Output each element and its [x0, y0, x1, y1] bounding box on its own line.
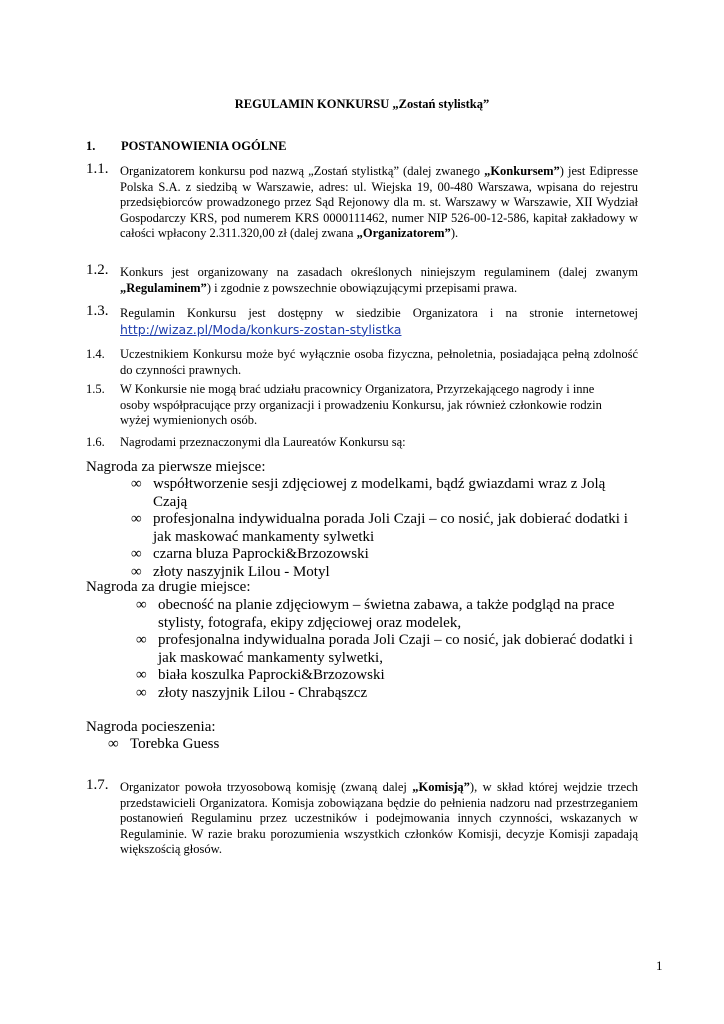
second-prize-heading: Nagroda za drugie miejsce: — [86, 579, 251, 595]
paragraph-text — [120, 265, 638, 296]
list-item-text: profesjonalna indywidualna porada Joli Czaji – co nosić, jak dobierać dodatki i jak maskować mankamenty sylwetki, — [158, 632, 633, 666]
section-number: 1. — [86, 139, 96, 153]
paragraph-number: 1.1. — [86, 161, 109, 177]
list-item-text: profesjonalna indywidualna porada Joli Czaji – co nosić, jak dobierać dodatki i jak maskować mankamenty sylwetki — [153, 511, 628, 545]
consolation-prize-heading: Nagroda pocieszenia: — [86, 719, 216, 735]
paragraph-text — [120, 164, 638, 242]
paragraph-text — [120, 382, 638, 429]
paragraph-1-5 — [86, 382, 638, 429]
paragraph-text — [120, 306, 638, 338]
consolation-prize-list — [108, 736, 508, 754]
first-prize-list — [131, 476, 641, 581]
list-item-text: współtworzenie sesji zdjęciowej z modelkami, bądź gwiazdami wraz z Jolą Czają — [153, 476, 606, 510]
text-run: Organizator powoła trzyosobową komisję (zwaną dalej — [120, 780, 413, 794]
list-item — [136, 597, 640, 632]
defined-term: „Organizatorem” — [356, 226, 451, 240]
paragraph-text — [120, 780, 638, 858]
infinity-bullet-icon: ∞ — [136, 597, 147, 613]
paragraph-number: 1.4. — [86, 347, 105, 361]
paragraph-number: 1.5. — [86, 382, 105, 396]
infinity-bullet-icon: ∞ — [131, 563, 142, 580]
second-prize-list — [136, 597, 640, 702]
paragraph-number: 1.6. — [86, 435, 105, 449]
list-item-text: Torebka Guess — [130, 736, 220, 752]
text-run: ) i zgodnie z powszechnie obowiązującymi przepisami prawa. — [206, 280, 518, 295]
list-item — [131, 511, 641, 546]
paragraph-1-6 — [86, 435, 638, 451]
infinity-bullet-icon: ∞ — [136, 667, 147, 683]
list-item-text: złoty naszyjnik Lilou - Motyl — [153, 563, 330, 580]
paragraph-1-4 — [86, 347, 638, 378]
list-item — [136, 667, 640, 685]
paragraph-number: 1.2. — [86, 262, 109, 278]
defined-term: „Komisją” — [412, 780, 470, 794]
paragraph-number: 1.3. — [86, 303, 109, 319]
page-number: 1 — [656, 958, 663, 973]
paragraph-1-1 — [86, 161, 638, 242]
text-line: wyżej wymienionych osób. — [120, 413, 258, 427]
text-run: ), w skład której wejdzie trzech przedstawicieli Organizatora. Komisja zobowiązana będzie do pełnienia nadzoru nad przestrzeganiem postanowień Regulaminu przez uczestników i podejmowania innych czynności, wskazanych w Regulaminie. W razie braku porozumienia wszystkich członków Komisji, decyzje Komisji zapadają większością głosów. — [120, 780, 638, 856]
defined-term: „Konkursem” — [484, 164, 560, 178]
list-item — [108, 736, 508, 754]
text-run: ). — [450, 226, 459, 240]
section-heading — [86, 138, 286, 154]
list-item — [131, 546, 641, 564]
infinity-bullet-icon: ∞ — [131, 546, 142, 562]
list-item — [136, 685, 640, 703]
text-run: Regulamin Konkursu jest dostępny w siedzibie Organizatora i na stronie internetowej — [120, 306, 638, 320]
paragraph-1-7 — [86, 777, 638, 858]
list-item-text: złoty naszyjnik Lilou - Chrabąszcz — [158, 684, 368, 701]
list-item-text: biała koszulka Paprocki&Brzozowski — [158, 667, 385, 683]
paragraph-number: 1.7. — [86, 777, 109, 793]
list-item-text: czarna bluza Paprocki&Brzozowski — [153, 546, 369, 562]
list-item — [136, 632, 640, 667]
first-prize-heading: Nagroda za pierwsze miejsce: — [86, 459, 266, 475]
infinity-bullet-icon: ∞ — [131, 511, 142, 527]
text-run: ) jest Edipresse Polska S.A. z siedzibą w Warszawie, adres: ul. Wiejska 19, 00-480 Warszawa, wpisana do rejestru przedsiębiorców prowadzonego przez Sąd Rejonowy dla m. st. Warszawy w Warszawie, XII Wydział Gospodarczy KRS, pod numerem KRS 0000111462, numer NIP 526-00-12-586, kapitał zakładowy w całości wpłacony 2.311.320,00 zł (dalej zwana — [120, 164, 638, 240]
infinity-bullet-icon: ∞ — [136, 684, 147, 701]
text-run: Konkurs jest organizowany na zasadach określonych niniejszym regulaminem (dalej zwanym — [120, 265, 638, 279]
infinity-bullet-icon: ∞ — [108, 736, 119, 752]
list-item-text: obecność na planie zdjęciowym – świetna zabawa, a także podgląd na prace stylisty, fotografa, ekipy zdjęciowej oraz modelek, — [158, 597, 615, 631]
regulations-link[interactable]: http://wizaz.pl/Moda/konkurs-zostan-stylistka — [120, 321, 402, 337]
section-title: POSTANOWIENIA OGÓLNE — [121, 139, 287, 153]
infinity-bullet-icon: ∞ — [136, 632, 147, 648]
paragraph-1-3 — [86, 303, 638, 338]
text-line: osoby współpracujące przy organizacji i prowadzeniu Konkursu, jak również członkowie rodzin — [120, 397, 602, 412]
paragraph-text: Uczestnikiem Konkursu może być wyłącznie osoba fizyczna, pełnoletnia, posiadająca pełną zdolność do czynności prawnych. — [120, 347, 638, 377]
list-item — [131, 476, 641, 511]
infinity-bullet-icon: ∞ — [131, 476, 142, 492]
document-title: REGULAMIN KONKURSU „Zostań stylistką” — [234, 97, 490, 111]
paragraph-text: Nagrodami przeznaczonymi dla Laureatów Konkursu są: — [120, 435, 406, 449]
paragraph-1-2 — [86, 262, 638, 296]
defined-term: „Regulaminem” — [120, 280, 207, 295]
text-run: Organizatorem konkursu pod nazwą „Zostań stylistką” (dalej zwanego — [120, 164, 485, 178]
text-line: W Konkursie nie mogą brać udziału pracownicy Organizatora, Przyrzekającego nagrody i inne — [120, 382, 595, 396]
